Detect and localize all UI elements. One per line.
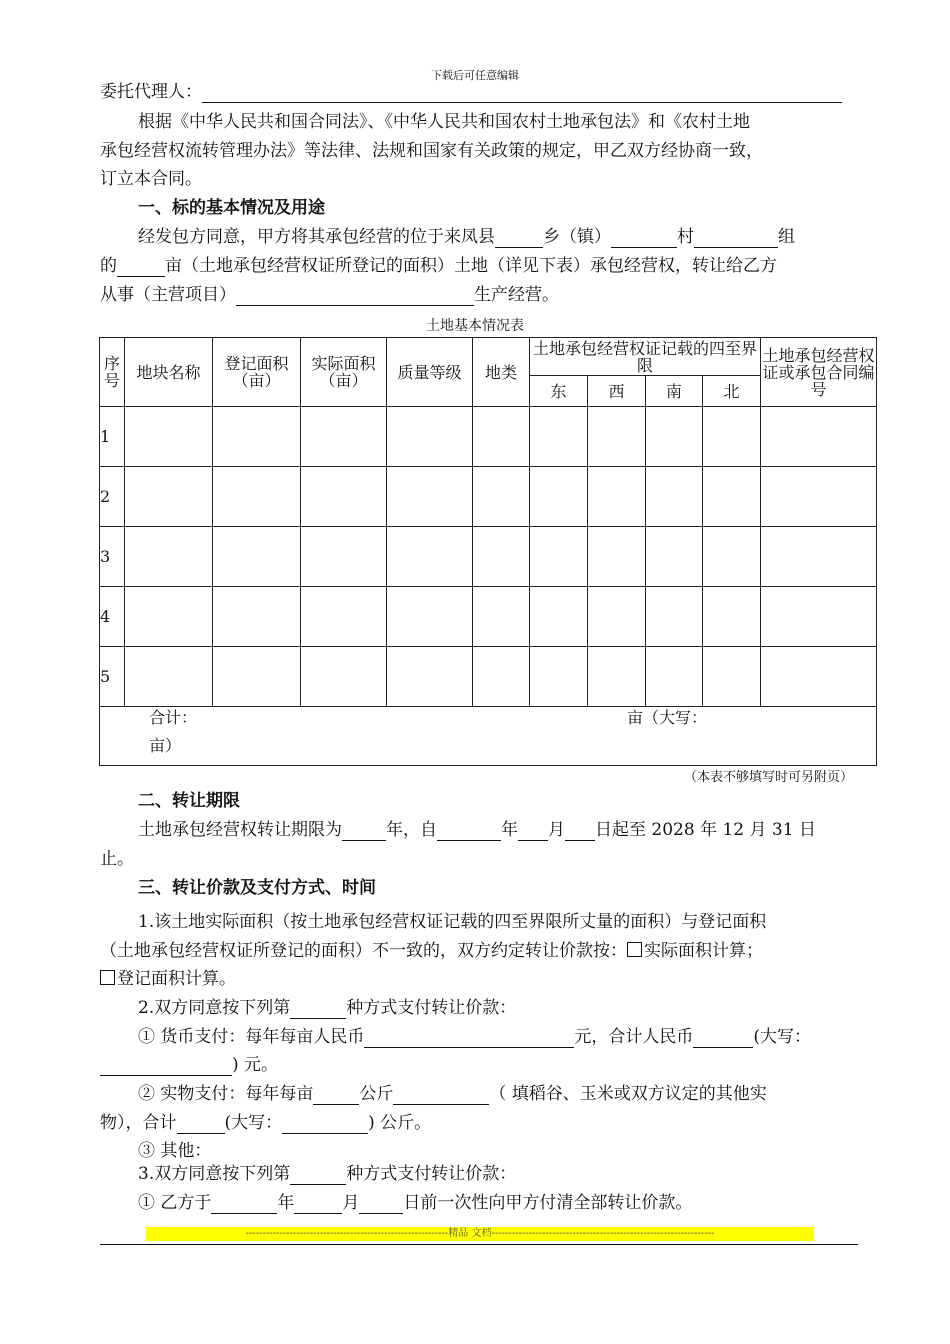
registered-area-checkbox[interactable]	[100, 970, 115, 985]
table-caption: 土地基本情况表	[426, 318, 524, 334]
section3-item1-line3: 登记面积计算。	[100, 968, 236, 990]
section3-item3: 3.双方同意按下列第 种方式支付转让价款：	[138, 1164, 517, 1184]
kind-payment-line-2: 物），合计 (大写： ) 公斤。	[100, 1113, 432, 1133]
kind-per-mu-blank[interactable]	[313, 1086, 359, 1105]
section3-item1-line1: 1.该土地实际面积（按土地承包经营权证记载的四至界限所丈量的面积）与登记面积	[138, 912, 767, 932]
intro-line-1: 根据《中华人民共和国合同法》、《中华人民共和国农村土地承包法》和《农村土地	[138, 112, 750, 132]
total-daxie-label: 亩（大写：	[627, 708, 708, 727]
footer-highlight: ------------------------------------------------------------精品 文档------------------------------------------------------------------	[146, 1227, 814, 1241]
pay-day-blank[interactable]	[359, 1195, 403, 1214]
cash-payment-line-2: ) 元。	[100, 1054, 278, 1076]
header-west: 西	[588, 376, 646, 407]
section1-para-1: 经发包方同意，甲方将其承包经营的位于来凤县 乡（镇） 村 组	[138, 227, 795, 247]
cash-payment-line-1: ① 货币支付：每年每亩人民币 元，合计人民币 (大写：	[138, 1027, 812, 1047]
agent-line	[100, 81, 842, 103]
kind-type-blank[interactable]	[393, 1086, 489, 1105]
main-project-blank[interactable]	[236, 287, 474, 306]
section2-para-1: 土地承包经营权转让期限为 年，自 年 月 日起至 2028 年 12 月 31 日	[138, 820, 816, 840]
cash-per-mu-blank[interactable]	[364, 1029, 574, 1048]
header-north: 北	[703, 376, 761, 407]
total-mu-end: 亩）	[149, 736, 182, 755]
total-row	[100, 707, 877, 766]
total-label: 合计：	[149, 708, 198, 727]
pay-month-blank[interactable]	[294, 1195, 342, 1214]
header-seq: 序号	[100, 338, 125, 407]
table-row	[100, 587, 877, 647]
section3-item2: 2.双方同意按下列第 种方式支付转让价款：	[138, 998, 517, 1018]
header-parcel: 地块名称	[125, 338, 213, 407]
row-number: 2	[100, 467, 125, 527]
pay-year-blank[interactable]	[211, 1195, 277, 1214]
table-row	[100, 527, 877, 587]
header-reg-area: 登记面积（亩）	[213, 338, 301, 407]
start-month-blank[interactable]	[518, 822, 548, 841]
table-row	[100, 407, 877, 467]
other-payment: ③ 其他：	[138, 1141, 212, 1161]
header-note: 下载后可任意编辑	[431, 69, 519, 82]
section1-title: 一、标的基本情况及用途	[138, 198, 325, 218]
payment-method-blank[interactable]	[290, 1000, 346, 1019]
header-actual-area: 实际面积（亩）	[301, 338, 387, 407]
section1-para-2: 的 亩（土地承包经营权证所登记的面积）土地（详见下表）承包经营权，转让给乙方	[100, 256, 777, 276]
cash-daxie-blank[interactable]	[100, 1057, 232, 1076]
table-row	[100, 467, 877, 527]
section1-para-3: 从事（主营项目） 生产经营。	[100, 285, 559, 305]
table-row	[100, 647, 877, 707]
section3-item1-line2: （土地承包经营权证所登记的面积）不一致的，双方约定转让价款按： 实际面积计算；	[100, 941, 763, 961]
kind-payment-line-1: ② 实物支付：每年每亩 公斤 （ 填稻谷、玉米或双方议定的其他实	[138, 1084, 767, 1104]
header-bounds: 土地承包经营权证记载的四至界限	[530, 338, 761, 376]
header-east: 东	[530, 376, 588, 407]
intro-line-2: 承包经营权流转管理办法》等法律、法规和国家有关政策的规定，甲乙双方经协商一致，	[100, 141, 763, 161]
area-blank[interactable]	[117, 258, 165, 277]
cash-total-blank[interactable]	[693, 1029, 753, 1048]
lump-sum-line: ① 乙方于 年 月 日前一次性向甲方付清全部转让价款。	[138, 1193, 693, 1213]
payment-time-method-blank[interactable]	[290, 1166, 346, 1185]
village-blank[interactable]	[611, 229, 677, 248]
section2-para-2: 止。	[100, 849, 134, 869]
kind-daxie-blank[interactable]	[282, 1115, 368, 1134]
kind-total-blank[interactable]	[177, 1115, 225, 1134]
start-day-blank[interactable]	[565, 822, 595, 841]
township-blank[interactable]	[495, 229, 543, 248]
row-number: 1	[100, 407, 125, 467]
table-note: （本表不够填写时可另附页）	[683, 770, 853, 785]
header-south: 南	[646, 376, 703, 407]
header-quality: 质量等级	[387, 338, 473, 407]
header-land-type: 地类	[473, 338, 530, 407]
intro-line-3: 订立本合同。	[100, 169, 202, 189]
header-cert-no: 土地承包经营权证或承包合同编号	[761, 338, 877, 407]
land-info-table	[99, 337, 877, 766]
row-number: 3	[100, 527, 125, 587]
section2-title: 二、转让期限	[138, 791, 240, 811]
group-blank[interactable]	[694, 229, 778, 248]
start-year-blank[interactable]	[437, 822, 501, 841]
term-years-blank[interactable]	[342, 822, 386, 841]
row-number: 4	[100, 587, 125, 647]
agent-blank[interactable]	[202, 84, 842, 103]
agent-label: 委托代理人：	[100, 82, 202, 102]
footer-divider	[100, 1244, 858, 1245]
section3-title: 三、转让价款及支付方式、时间	[138, 878, 376, 898]
row-number: 5	[100, 647, 125, 707]
actual-area-checkbox[interactable]	[627, 942, 642, 957]
